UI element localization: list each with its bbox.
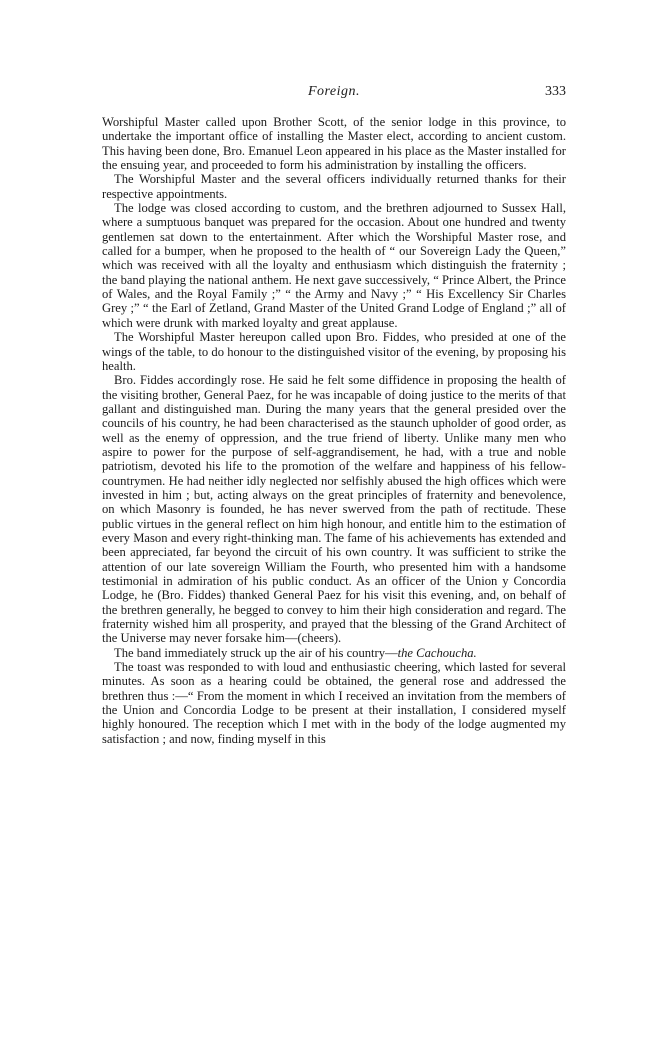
paragraph-fiddes-called: The Worshipful Master hereupon called upon Bro. Fiddes, who presided at one of the wings of the table, to do honour to the distinguished visitor of the evening, by proposing his health. [102, 330, 566, 373]
air-name: the Cachoucha. [397, 645, 477, 660]
band-text: The band immediately struck up the air of his country— [114, 645, 398, 660]
running-head [102, 84, 566, 104]
paragraph-fiddes-speech: Bro. Fiddes accordingly rose. He said he felt some diffidence in proposing the health of the visiting brother, General Paez, for he was incapable of doing justice to the merits of that gallant and distinguished man. During the many years that the general presided over the councils of his country, he had been characterised as the staunch upholder of good order, as well as the enemy of oppression, and the true friend of liberty. Unlike many men who aspire to power for the purpose of self-aggrandisement, he had, with a true and noble patriotism, devoted his life to the promotion of the welfare and happiness of his fellow-countrymen. He had neither idly neglected nor selfishly abused the high offices which were invested in him ; but, acting always on the great principles of fraternity and benevolence, on which Masonry is founded, he has never swerved from the path of rectitude. These public virtues in the general reflect on him high honour, and entitle him to the estimation of every Mason and every right-thinking man. The fame of his achievements has extended and been appreciated, far beyond the circuit of his own country. It was sufficient to strike the attention of our late sovereign William the Fourth, who presented him with a handsome testimonial in admiration of his public conduct. As an officer of the Union y Concordia Lodge, he (Bro. Fiddes) thanked General Paez for his visit this evening, and, on behalf of the brethren generally, he begged to convey to him their high consideration and regard. The fraternity wished him all prosperity, and prayed that the blessing of the Grand Architect of the Universe may never forsake him—(cheers). [102, 373, 566, 646]
page-number: 333 [545, 84, 566, 99]
paragraph-banquet: The lodge was closed according to custom, and the brethren adjourned to Sussex Hall, where a sumptuous banquet was prepared for the occasion. About one hundred and twenty gentlemen sat down to the entertainment. After which the Worshipful Master rose, and called for a bumper, when he proposed to the health of “ our Sovereign Lady the Queen,” which was received with all the loyalty and enthusiasm which distinguish the fraternity ; the band playing the national anthem. He next gave successively, “ Prince Albert, the Prince of Wales, and the Royal Family ;” “ the Army and Navy ;” “ His Excellency Sir Charles Grey ;” “ the Earl of Zetland, Grand Master of the United Grand Lodge of England ;” all of which were drunk with marked loyalty and great applause. [102, 201, 566, 330]
running-title: Foreign. [307, 84, 361, 99]
paragraph-band [102, 646, 566, 660]
paragraph-installation: Worshipful Master called upon Brother Scott, of the senior lodge in this province, to undertake the important office of installing the Master elect, according to ancient custom. This having been done, Bro. Emanuel Leon appeared in his place as the Master installed for the ensuing year, and proceeded to form his administration by installing the officers. [102, 115, 566, 173]
body-text [102, 115, 566, 746]
paragraph-thanks: The Worshipful Master and the several officers individually returned thanks for their respective appointments. [102, 172, 566, 201]
paragraph-general-reply: The toast was responded to with loud and enthusiastic cheering, which lasted for several minutes. As soon as a hearing could be obtained, the general rose and addressed the brethren thus :—“ From the moment in which I received an invitation from the members of the Union and Concordia Lodge to be present at their installation, I considered myself highly honoured. The reception which I met with in the body of the lodge augmented my satisfaction ; and now, finding myself in this [102, 660, 566, 746]
